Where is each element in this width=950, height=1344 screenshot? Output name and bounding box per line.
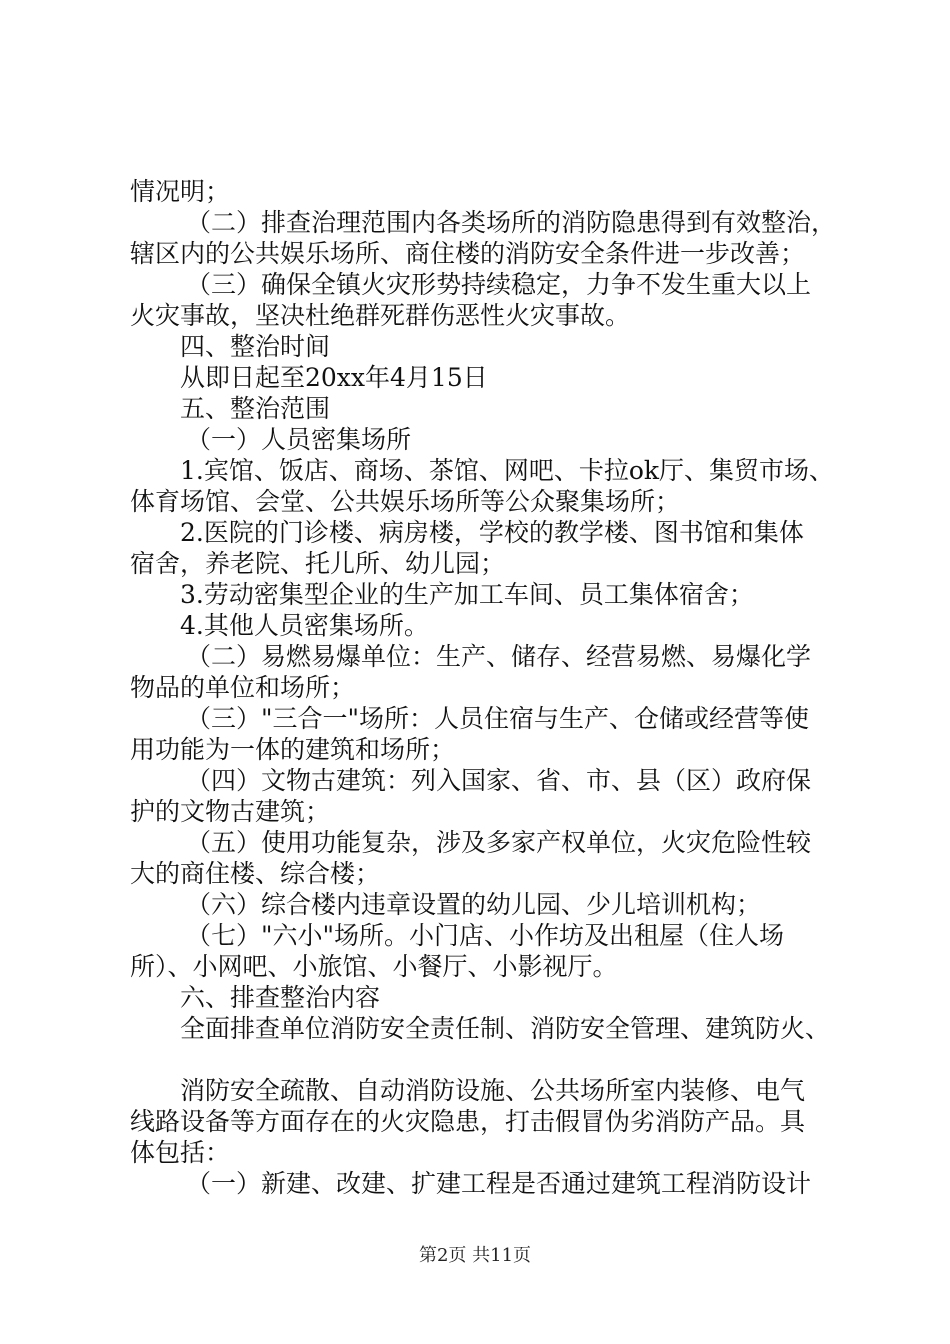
text-line: 情况明； [130,177,231,206]
text-line: 物品的单位和场所； [130,673,356,702]
text-line: （二）排查治理范围内各类场所的消防隐患得到有效整治， [186,208,837,237]
text-line: 从即日起至20xx年4月15日 [180,363,488,392]
text-line: 2.医院的门诊楼、病房楼，学校的教学楼、图书馆和集体 [180,518,804,547]
text-line: 4.其他人员密集场所。 [180,611,429,640]
text-line: 3.劳动密集型企业的生产加工车间、员工集体宿舍； [180,580,754,609]
text-line: 用功能为一体的建筑和场所； [130,735,456,764]
text-line: （五）使用功能复杂，涉及多家产权单位，火灾危险性较 [186,828,812,857]
page-number-footer: 第2页 共11页 [418,1245,532,1266]
text-line: 辖区内的公共娱乐场所、商住楼的消防安全条件进一步改善； [130,239,806,268]
text-line: 大的商住楼、综合楼； [130,859,381,888]
section-heading: 五、整治范围 [180,394,331,423]
text-line: 消防安全疏散、自动消防设施、公共场所室内装修、电气 [180,1076,806,1105]
text-line: （四）文物古建筑：列入国家、省、市、县（区）政府保 [186,766,812,795]
text-line: 全面排查单位消防安全责任制、消防安全管理、建筑防火、 [180,1014,831,1043]
text-line: 护的文物古建筑； [130,797,331,826]
text-line: （一）人员密集场所 [186,425,412,454]
text-line: 火灾事故，坚决杜绝群死群伤恶性火灾事故。 [130,301,631,330]
text-line: （一）新建、改建、扩建工程是否通过建筑工程消防设计 [186,1169,812,1198]
text-line: 1.宾馆、饭店、商场、茶馆、网吧、卡拉ok厅、集贸市场、 [180,456,835,485]
text-line: 宿舍，养老院、托儿所、幼儿园； [130,549,506,578]
text-line: 线路设备等方面存在的火灾隐患，打击假冒伪劣消防产品。具 [130,1107,806,1136]
text-line: （三）确保全镇火灾形势持续稳定，力争不发生重大以上 [186,270,812,299]
section-heading: 四、整治时间 [180,332,331,361]
text-line: （六）综合楼内违章设置的幼儿园、少儿培训机构； [186,890,762,919]
text-line: 体包括： [130,1138,231,1167]
text-line: （二）易燃易爆单位：生产、储存、经营易燃、易爆化学 [186,642,812,671]
text-line: 体育场馆、会堂、公共娱乐场所等公众聚集场所； [130,487,681,516]
text-line: 所）、小网吧、小旅馆、小餐厅、小影视厅。 [130,952,618,981]
text-line: （七）"六小"场所。小门店、小作坊及出租屋（住人场 [186,921,785,950]
text-line: （三）"三合一"场所：人员住宿与生产、仓储或经营等使 [186,704,810,733]
section-heading: 六、排查整治内容 [180,983,381,1012]
